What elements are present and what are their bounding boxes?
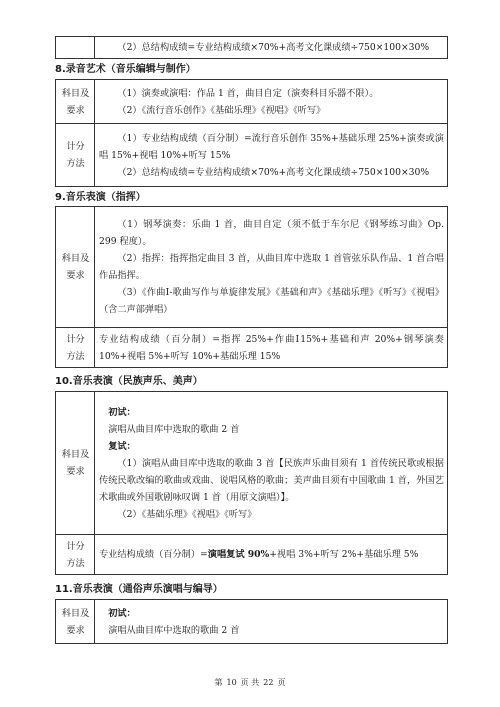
prelim-title: 初试： [108,406,136,418]
section-10-table [55,391,448,575]
requirements-content [95,207,448,328]
prelim-text: 演唱从曲目库中选取的歌曲 2 首 [108,423,240,435]
scoring-label: 计分 方法 [56,328,95,368]
scoring-content [95,328,448,368]
section-9-heading: 9.音乐表演（指挥） [55,192,146,203]
retest-line: （1）演唱从曲目库中选取的歌曲 3 首【民族声乐曲目须有 1 首传统民歌或根据传统民歌改编的歌曲或戏曲、说唱风格的歌曲；美声曲目须有中国歌曲 1 首，外国艺术歌曲或外国歌剧咏叹调 1 首（用原文演唱）】。 [99,457,444,503]
requirements-content [95,600,448,644]
score-line: 专业结构成绩（百分制）=指挥 25%+作曲Ⅰ15%+基础和声 20%+钢琴演奏 10%+视唱 5%+听写 10%+基础乐理 15% [99,333,444,362]
requirements-content [95,80,448,124]
score-line: 专业结构成绩（百分制）=演唱复试 90%+视唱 3%+听写 2%+基础乐理 5% [99,549,419,560]
score-line: （2）总结构成绩=专业结构成绩×70%+高考文化课成绩÷750×100×30% [117,166,430,178]
requirements-label: 科目及 要求 [56,392,95,535]
top-formula-cell [95,37,448,59]
page-total: 22 [263,678,274,687]
retest-title: 复试： [108,440,136,452]
requirements-label: 科目及 要求 [56,600,95,644]
requirements-label: 科目及 要求 [56,80,95,124]
page-footer: 第 10 页 共 22 页 [214,678,286,687]
prelim-text: 演唱从曲目库中选取的歌曲 2 首 [108,624,240,636]
section-11-table [55,599,448,644]
score-line: （1）专业结构成绩（百分制）=流行音乐创作 35%+基础乐理 25%+演奏或演唱 15%+视唱 10%+听写 15% [99,132,444,161]
top-formula: （2）总结构成绩=专业结构成绩×70%+高考文化课成绩÷750×100×30% [117,42,430,53]
req-line: （3）《作曲Ⅰ-歌曲写作与单旋律发展》《基础和声》《基础乐理》《听写》《视唱》（含二声部弹唱） [99,287,444,315]
prelim-title: 初试： [108,607,136,619]
req-line: （2）《流行音乐创作》《基础乐理》《视唱》《听写》 [117,104,326,116]
top-table [55,36,448,59]
section-10-heading: 10.音乐表演（民族声乐、美声） [55,376,203,387]
requirements-content [95,392,448,535]
scoring-content [95,535,448,575]
section-8-heading: 8.录音艺术（音乐编辑与制作） [55,64,196,75]
scoring-label: 计分 方法 [56,535,95,575]
page-current: 10 [226,678,237,687]
scoring-content [95,124,448,187]
retest-line: （2）《基础乐理》《视唱》《听写》 [117,508,257,520]
req-line: （2）指挥：指挥指定曲目 3 首，从曲目库中选取 1 首管弦乐队作品、1 首合唱作品指挥。 [99,253,444,281]
section-8-table [55,79,448,187]
scoring-label: 计分 方法 [56,124,95,187]
section-9-table [55,206,448,368]
req-line: （1）钢琴演奏：乐曲 1 首，曲目自定（须不低于车尔尼《钢琴练习曲》Op. 299 程度）。 [99,219,444,247]
empty-label-cell [56,37,95,59]
section-11-heading: 11.音乐表演（通俗声乐演唱与编导） [55,584,223,595]
req-line: （1）演奏或演唱：作品 1 首，曲目自定（演奏科目乐器不限）。 [117,87,379,99]
requirements-label: 科目及 要求 [56,207,95,328]
